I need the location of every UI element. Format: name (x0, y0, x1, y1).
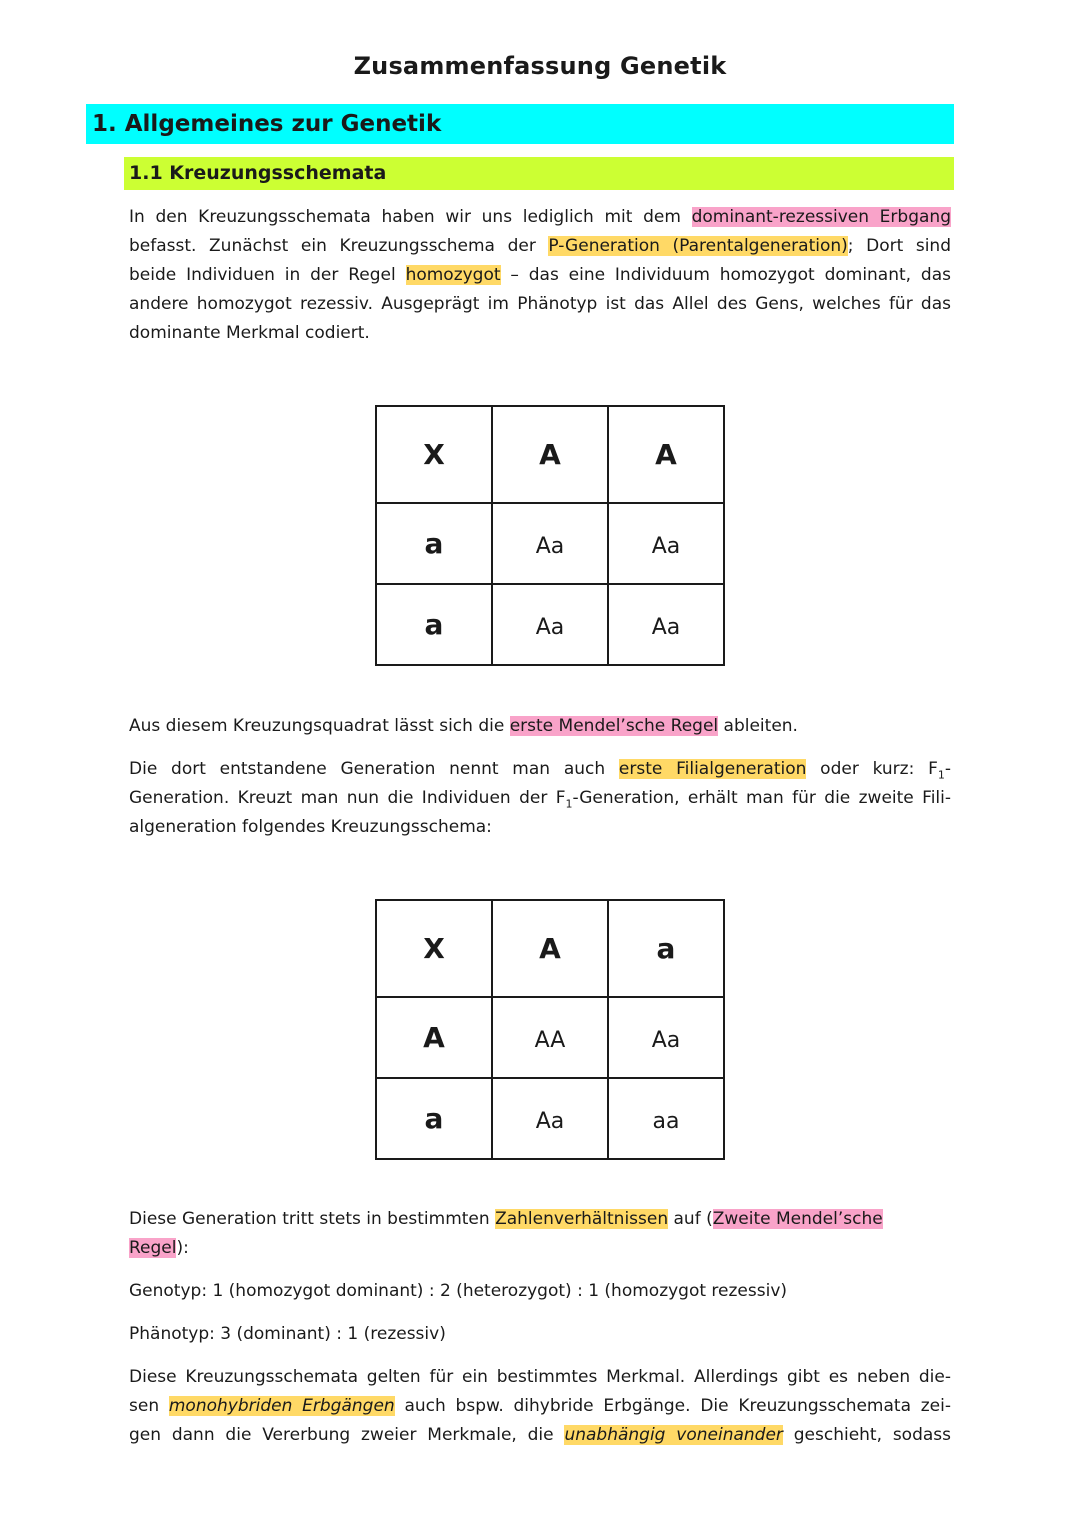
table-corner (376, 406, 492, 503)
text-run: - (944, 759, 951, 779)
corner-label: X (423, 438, 445, 471)
genotype-value: aa (652, 1109, 680, 1134)
text-run: dominante Merkmal codiert. (129, 323, 370, 343)
highlight-zweite-mendel-regel-cont: Regel (129, 1238, 177, 1258)
highlight-erste-filialgeneration: erste Filialgeneration (618, 759, 807, 779)
text-run: -Generation, erhält man für die zweite Fili- (572, 788, 952, 808)
table-cell (608, 584, 724, 665)
paragraph-phaenotyp (129, 1320, 951, 1349)
paragraph-genotyp (129, 1277, 951, 1306)
table-cell (492, 503, 608, 584)
text-run: auch bspw. dihybride Erbgänge. Die Kreuzungsschemata zei- (394, 1396, 952, 1416)
highlight-unabhaengig-voneinander: unabhängig voneinander (564, 1425, 783, 1445)
highlight-erste-mendel-regel: erste Mendel’sche Regel (509, 716, 719, 736)
table-row-header (376, 997, 492, 1078)
text-run: – das eine Individuum homozygot dominant, das (500, 265, 951, 285)
allele-label: a (424, 527, 444, 560)
table-row-header (376, 1078, 492, 1159)
highlight-zahlenverhaeltnisse: Zahlenverhältnissen (495, 1209, 669, 1229)
table-cell (492, 997, 608, 1078)
genotype-value: Aa (651, 615, 681, 640)
table-cell (608, 503, 724, 584)
highlight-homozygot: homozygot (405, 265, 501, 285)
text-run: Diese Generation tritt stets in bestimmten (129, 1209, 496, 1229)
text-run: sen (129, 1396, 169, 1416)
highlight-zweite-mendel-regel: Zweite Mendel’sche (712, 1209, 883, 1229)
genotype-value: Aa (535, 534, 565, 559)
text-run: ableiten. (718, 716, 798, 736)
table-cell (608, 997, 724, 1078)
allele-label: A (423, 1021, 445, 1054)
genotype-value: AA (534, 1028, 566, 1053)
table-cell (608, 1078, 724, 1159)
text-run: Genotyp: 1 (homozygot dominant) : 2 (heterozygot) : 1 (homozygot rezessiv) (129, 1281, 788, 1301)
subscript: 1 (565, 797, 573, 811)
punnett-square-p-generation (375, 405, 725, 666)
page-title: Zusammenfassung Genetik (353, 52, 727, 80)
text-run: befasst. Zunächst ein Kreuzungsschema der (129, 236, 549, 256)
text-run: oder kurz: F (806, 759, 938, 779)
paragraph-zahlenverhaeltnisse (129, 1205, 951, 1263)
genotype-value: Aa (535, 615, 565, 640)
genotype-value: Aa (651, 534, 681, 559)
text-run: gen dann die Vererbung zweier Merkmale, die (129, 1425, 565, 1445)
table-cell (492, 1078, 608, 1159)
table-col-header (492, 406, 608, 503)
text-run: auf ( (668, 1209, 713, 1229)
text-run: beide Individuen in der Regel (129, 265, 406, 285)
genotype-value: Aa (651, 1028, 681, 1053)
table-row-header (376, 503, 492, 584)
allele-label: A (655, 438, 677, 471)
text-run: In den Kreuzungsschemata haben wir uns lediglich mit dem (129, 207, 692, 227)
allele-label: A (539, 438, 561, 471)
paragraph-mendel-1 (129, 712, 951, 741)
highlight-dominant-rezessiv: dominant-rezessiven Erbgang (691, 207, 951, 227)
text-run: geschieht, sodass (782, 1425, 952, 1445)
paragraph-intro (129, 203, 951, 348)
allele-label: a (656, 932, 676, 965)
highlight-monohybriden-erbgaengen: monohybriden Erbgängen (168, 1396, 395, 1416)
table-col-header (608, 406, 724, 503)
paragraph-f1 (129, 755, 951, 842)
allele-label: a (424, 1102, 444, 1135)
section-heading-1: 1. Allgemeines zur Genetik (86, 104, 954, 144)
subscript: 1 (937, 768, 945, 782)
table-corner (376, 900, 492, 997)
text-run: Diese Kreuzungsschemata gelten für ein bestimmtes Merkmal. Allerdings gibt es neben die- (129, 1367, 951, 1387)
text-run: Phänotyp: 3 (dominant) : 1 (rezessiv) (129, 1324, 446, 1344)
genotype-value: Aa (535, 1109, 565, 1134)
text-run: ): (176, 1238, 189, 1258)
punnett-square-f2-generation (375, 899, 725, 1160)
table-row-header (376, 584, 492, 665)
text-run: Generation. Kreuzt man nun die Individuen der F (129, 788, 566, 808)
text-run: Aus diesem Kreuzungsquadrat lässt sich die (129, 716, 510, 736)
subsection-heading-1-1: 1.1 Kreuzungsschemata (124, 157, 954, 190)
text-run: ; Dort sind (847, 236, 951, 256)
table-cell (492, 584, 608, 665)
corner-label: X (423, 932, 445, 965)
table-col-header (608, 900, 724, 997)
allele-label: a (424, 608, 444, 641)
paragraph-dihybrid (129, 1363, 951, 1450)
text-run: algeneration folgendes Kreuzungsschema: (129, 817, 492, 837)
text-run: andere homozygot rezessiv. Ausgeprägt im Phänotyp ist das Allel des Gens, welches für das (129, 294, 951, 314)
highlight-p-generation: P-Generation (Parentalgeneration) (548, 236, 848, 256)
text-run: Die dort entstandene Generation nennt man auch (129, 759, 619, 779)
table-col-header (492, 900, 608, 997)
allele-label: A (539, 932, 561, 965)
